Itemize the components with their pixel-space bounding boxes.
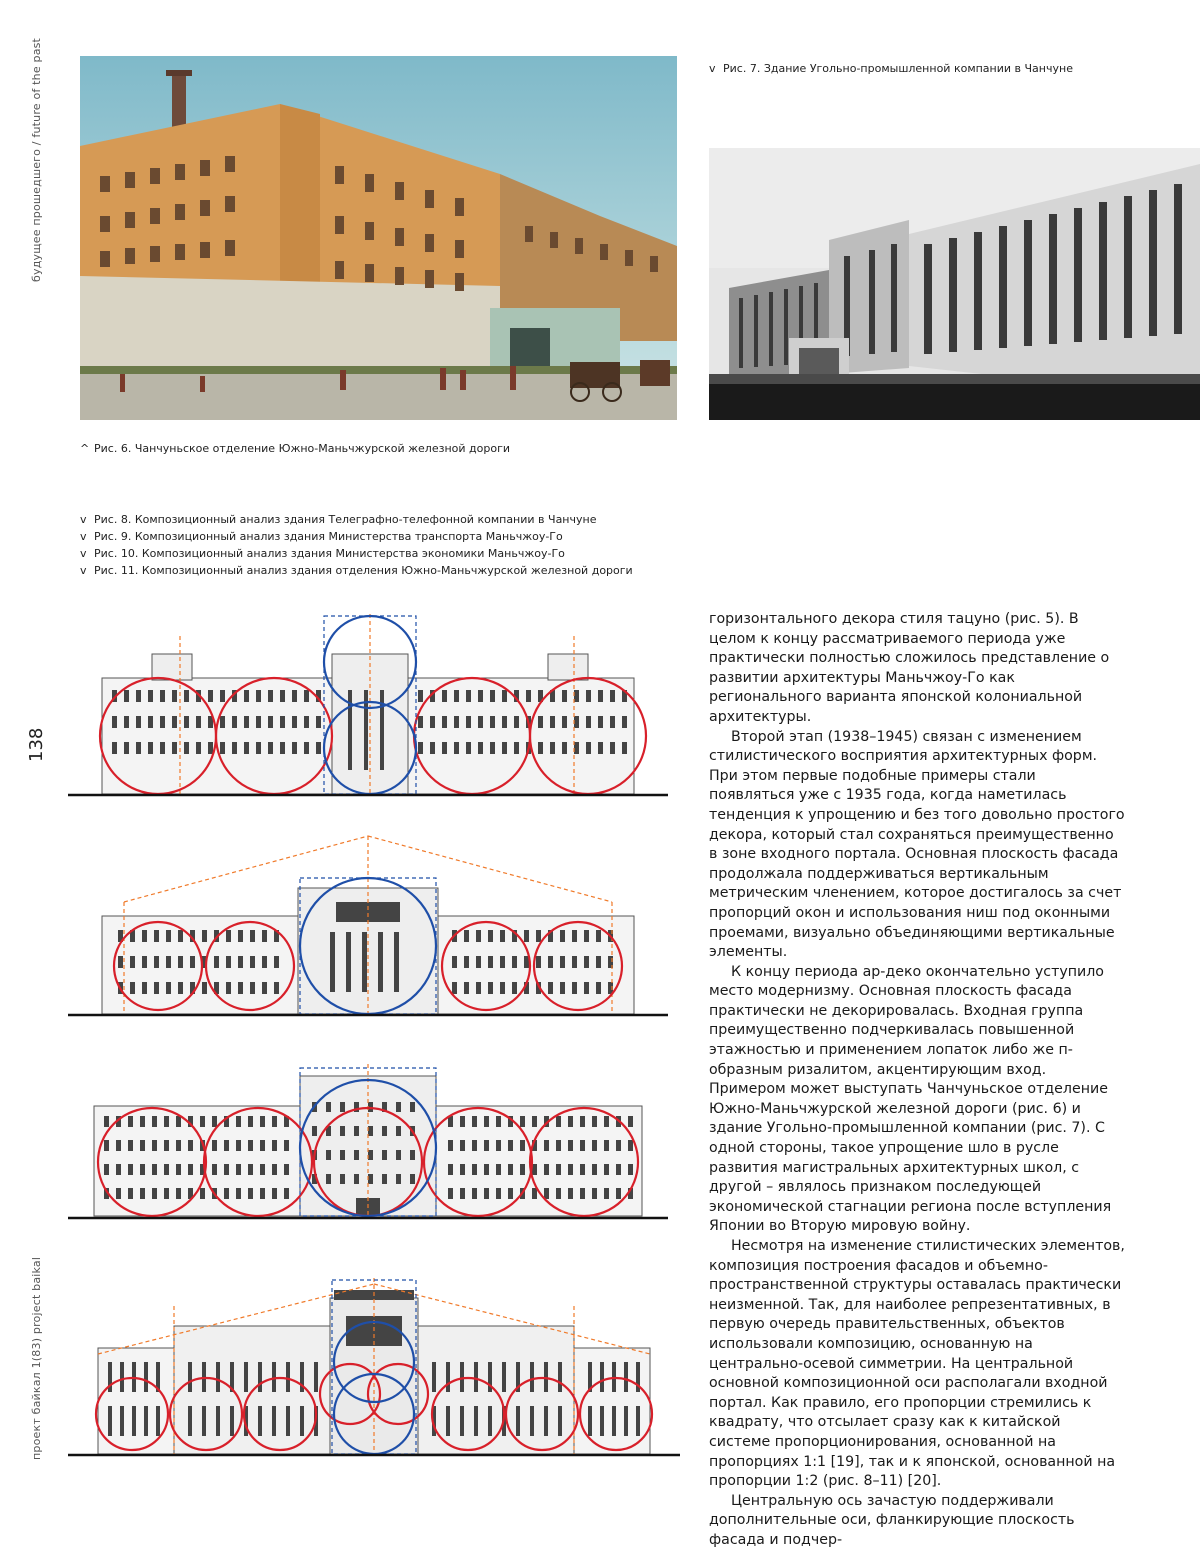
caption-fig6: ^ Рис. 6. Чанчуньское отделение Южно-Маньчжурской железной дороги — [80, 442, 510, 455]
journal-title: проект байкал 1(83) project baikal — [30, 1256, 43, 1460]
article-body — [709, 610, 1125, 1551]
paragraph: Центральную ось зачастую поддерживали дополнительные оси, фланкирующие плоскость фасада и подчер- — [709, 1492, 1075, 1548]
paragraph: Несмотря на изменение стилистических элементов, композиция построения фасадов и объемно-пространственной структуры оставалась практически неизменной. Так, для наиболее репрезентативных, в первую очередь правительственных, объектов использовали композицию, основанную на центрально-осевой симметрии. На центральной основной композиционной оси располагали входной портал. Как правило, его пропорции стремились к квадрату, что отсылает сразу как к китайской системе пропорционирования, основанной на пропорциях 1:1 [19], так и к японской, основанной на пропорции 1:2 (рис. 8–11) [20]. — [709, 1238, 1125, 1490]
photo-fig7 — [709, 148, 1200, 420]
diagram-fig9 — [68, 832, 668, 1020]
diagram-fig10 — [68, 1062, 668, 1222]
caption-fig9: v Рис. 9. Композиционный анализ здания Министерства транспорта Маньчжоу-Го — [80, 530, 563, 543]
diagram-fig8 — [68, 606, 668, 802]
page-number: 138 — [26, 727, 47, 762]
running-title: будущее прошедшего / future of the past — [30, 37, 43, 282]
paragraph: Второй этап (1938–1945) связан с изменением стилистического восприятия архитектурных форм. При этом первые подобные примеры стали появляться уже с 1935 года, когда наметилась тенденция к упрощению и без того довольно простого декора, который стал сохраняться преимущественно в зоне входного портала. Основная плоскость фасада продолжала поддерживаться вертикальным метрическим членением, которое достигалось за счет пропорций окон и использования ниш под оконными проемами, визуально объединяющими вертикальные элементы. — [709, 728, 1125, 961]
diagram-fig11 — [68, 1276, 680, 1460]
caption-fig10: v Рис. 10. Композиционный анализ здания Министерства экономики Маньчжоу-Го — [80, 547, 565, 560]
photo-fig6 — [80, 56, 677, 420]
caption-fig8: v Рис. 8. Композиционный анализ здания Телеграфно-телефонной компании в Чанчуне — [80, 513, 597, 526]
paragraph: К концу периода ар-деко окончательно уступило место модернизму. Основная плоскость фасада практически не декорировалась. Входная группа преимущественно подчеркивалась повышенной этажностью и применением лопаток либо же п-образным ризалитом, акцентирующим вход. Примером может выступать Чанчуньское отделение Южно-Маньчжурской железной дороги (рис. 6) и здание Угольно-промышленной компании (рис. 7). С одной стороны, такое упрощение шло в русле развития магистральных архитектурных школ, с другой – являлось признаком последующей экономической стагнации региона после вступления Японии во Вторую мировую войну. — [709, 963, 1112, 1235]
caption-fig7: v Рис. 7. Здание Угольно-промышленной компании в Чанчуне — [709, 62, 1073, 75]
caption-mark-up: ^ — [80, 442, 90, 455]
caption-fig11: v Рис. 11. Композиционный анализ здания отделения Южно-Маньчжурской железной дороги — [80, 564, 633, 577]
analysis-captions — [80, 511, 633, 579]
paragraph: горизонтального декора стиля тацуно (рис. 5). В целом к концу рассматриваемого периода уже практически полностью сложилось представление о развитии архитектуры Маньчжоу-Го как регионального варианта японской колониальной архитектуры. — [709, 611, 1110, 725]
caption-mark-down: v — [709, 62, 716, 75]
